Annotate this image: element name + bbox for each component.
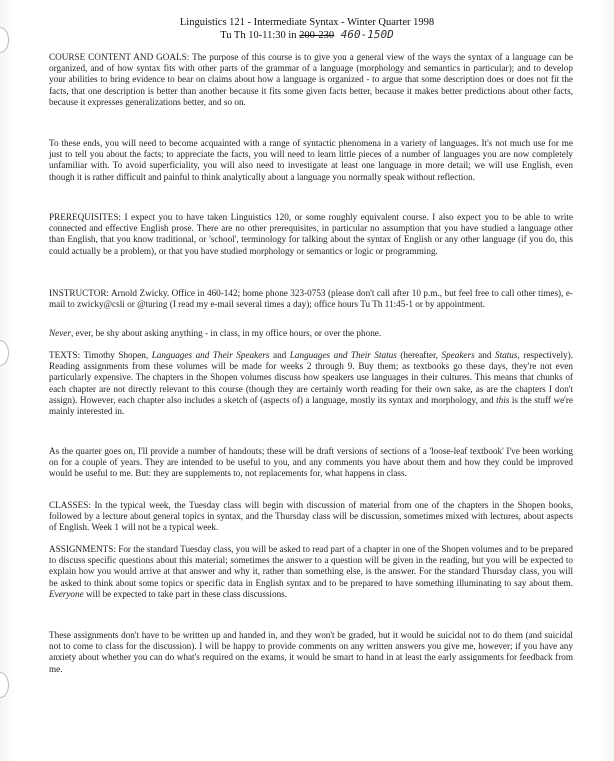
assignments-text [49,544,573,600]
book-short-speakers: Speakers [441,350,475,360]
never-emphasis: Never [49,328,71,338]
section-handouts [49,446,573,480]
texts-text [49,350,573,417]
texts-part: , respectively). Reading assignments from these volumes will be made for weeks 2 through 9. Buy them; as textbooks go these days, they're not even particularly expensive. The chapters in the Shopen volumes discuss how speakers use languages in their cultures. This means that chunks of each chapter are not directly relevant to this course (though they are certainly worth reading for their own sake, as are the chapters I don't assign). However, each chapter also includes a sketch of (aspects of) a language, mostly its syntax and morphology, and [49,350,574,405]
book-short-status: Status [494,350,518,360]
section-texts [49,350,573,417]
section-instructor [49,288,573,310]
emphasis-this: this [496,394,510,405]
never-rest: , ever, be shy about asking anything - in class, in my office hours, or over the phone. [70,328,382,338]
never-text [49,328,573,339]
room-struck: 200-230 [299,30,335,41]
classes-text: CLASSES: In the typical week, the Tuesday class will begin with discussion of material from one of the chapters in the Shopen books, followed by a lecture about general topics in syntax, and the Thursday class will be discussion, sometimes mixed with lectures, about aspects of English. Week 1 will not be a typical week. [49,500,573,533]
room-handwritten: 460-150D [340,28,394,41]
section-assignments [49,544,573,600]
section-classes [49,500,573,534]
binder-hole-middle [0,340,9,366]
goals-text: COURSE CONTENT AND GOALS: The purpose of this course is to give you a general view of the ways the syntax of a language can be organized, and of how syntax fits with other parts of the grammar of a language (morphology and semantics in particular); and to develop your abilities to bring evidence to bear on claims about how a language is organized - to argue that some description does or does not fit the facts, that one description is better than another because it fits some given facts better, because it makes better predictions about other facts, because it expresses generalizations better, and so on. [49,52,573,107]
handouts-text: As the quarter goes on, I'll provide a number of handouts; these will be draft versions of sections of a 'loose-leaf textbook' I've been working on for a couple of years. They are intended to be useful to you, and any comments you have about them and how they could be improved would be useful to me. But: they are supplements to, not replacements for, what happens in class. [49,446,573,479]
ends-text: To these ends, you will need to become acquainted with a range of syntactic phenomena in a variety of languages. It's not much use for me just to tell you about the facts; to appreciate the facts, you will need to learn little pieces of a number of languages you are now completely unfamiliar with. To avoid superficiality, you will also need to investigate at least one language in more detail; we will use English, even though it is rather difficult and painful to think analytically about a language you normally speak without reflection. [49,138,573,182]
texts-part: (hereafter, [396,350,442,360]
instructor-text: INSTRUCTOR: Arnold Zwicky. Office in 460-142; home phone 323-0753 (please don't call after 10 p.m., but feel free to call other times), e-mail to zwicky@csli or @turing (I read my e-mail several times a day); office hours Tu Th 11:45-1 or by appointment. [49,288,573,310]
binder-hole-bottom [0,672,9,698]
section-prerequisites [49,212,573,257]
book-title-status: Languages and Their Status [289,350,397,360]
prereq-text: PREREQUISITES: I expect you to have taken Linguistics 120, or some roughly equivalent course. I also expect you to be able to write connected and effective English prose. There are no other prerequisites, in particular no assumption that you have studied a language other than English, that you know traditional, or 'school', terminology for talking about the syntax of English or any other language (if you do, this could actually be a problem), or that you have studied morphology or semantics or logic or programming. [49,212,573,256]
section-graded [49,630,573,675]
assignments-part: ASSIGNMENTS: For the standard Tuesday class, you will be asked to read part of a chapter in one of the Shopen volumes and to be prepared to discuss specific questions about this material; sometimes the answer to a question will be given in the reading, but you will be expected to explain how you would arrive at that answer and why it, rather than something else, is the answer. For the standard Thursday class, you will be asked to think about some topics or specific data in English syntax and to be prepared to have something illuminating to say about them. [49,544,573,588]
schedule-prefix: Tu Th 10-11:30 in [220,30,297,41]
graded-text: These assignments don't have to be written up and handed in, and they won't be graded, but it would be suicidal not to do them (and suicidal not to come to class for the discussion). I will be happy to provide comments on any written answers you give me, however; if you have any anxiety about whether you can do what's required on the exams, it would be smart to hand in at least the early assignments for feedback from me. [49,630,573,674]
texts-part: and [269,350,290,360]
section-ends [49,138,573,183]
texts-part: TEXTS: Timothy Shopen, [49,350,152,360]
section-never [49,328,573,339]
emphasis-everyone: Everyone [49,588,84,599]
course-title: Linguistics 121 - Intermediate Syntax - Winter Quarter 1998 [179,17,435,28]
texts-part: is the stuff we're mainly interested in. [49,394,573,417]
assignments-part: will be expected to take part in these class discussions. [83,588,288,599]
texts-part: and [474,350,495,360]
course-schedule [0,29,614,42]
book-title-speakers: Languages and Their Speakers [151,350,270,360]
section-goals [49,52,573,108]
